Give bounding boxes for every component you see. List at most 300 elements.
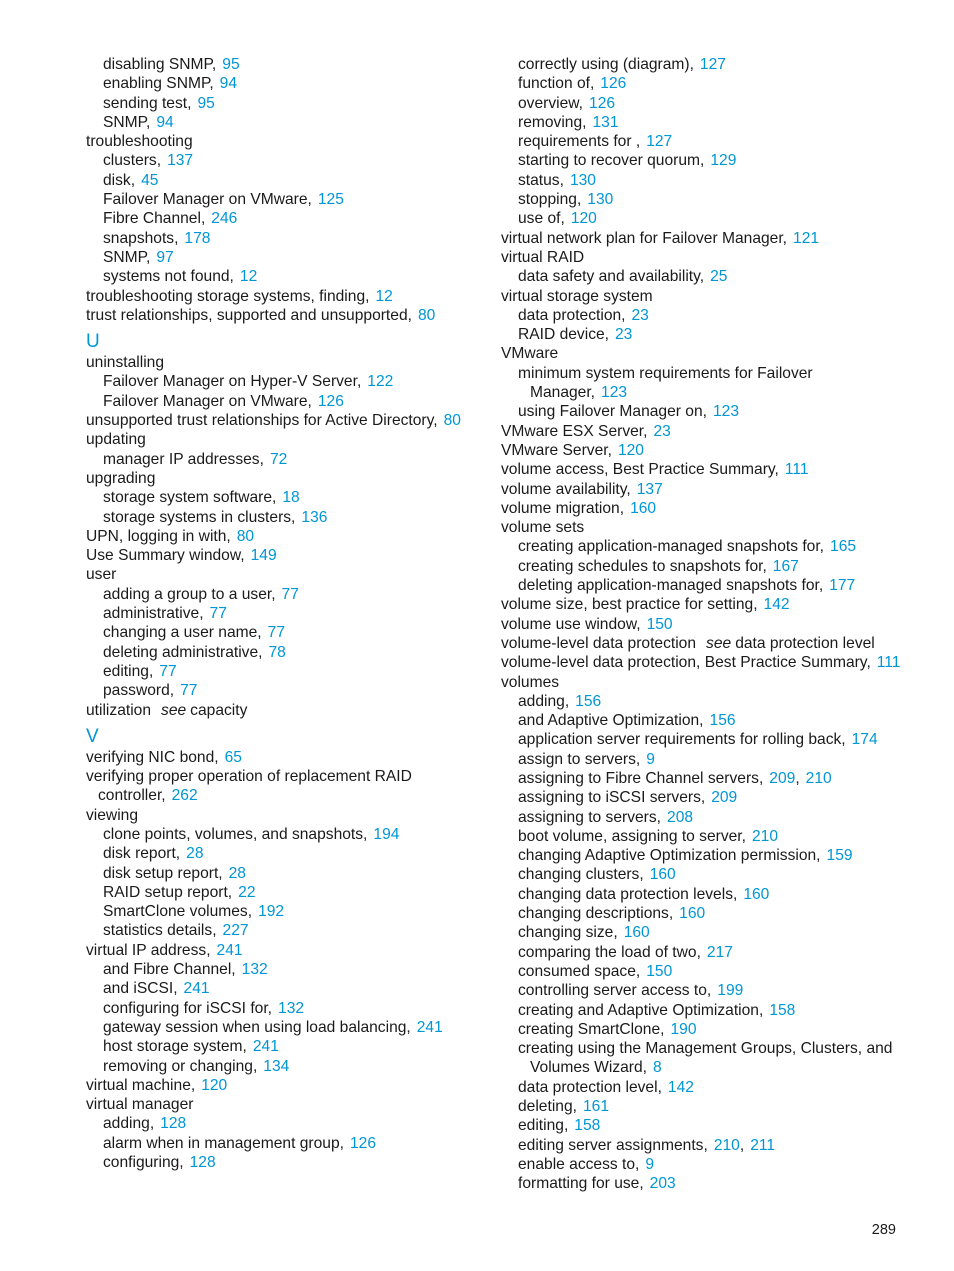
page-link[interactable]: 241 bbox=[216, 941, 243, 959]
entry-text: correctly using (diagram), bbox=[518, 56, 694, 73]
entry-text: Failover Manager on Hyper-V Server, bbox=[103, 373, 362, 391]
page-link[interactable]: 199 bbox=[717, 982, 744, 1000]
index-letter-heading: U bbox=[86, 331, 100, 353]
entry-text: statistics details, bbox=[103, 922, 217, 940]
index-subentry bbox=[86, 248, 481, 267]
entry-text: adding a group to a user, bbox=[103, 585, 276, 603]
index-entry bbox=[501, 229, 901, 248]
page-link[interactable]: 95 bbox=[197, 94, 215, 112]
index-subentry bbox=[501, 1039, 901, 1078]
page-link[interactable]: 167 bbox=[772, 557, 799, 575]
page-link[interactable]: 23 bbox=[631, 306, 649, 324]
page-link[interactable]: 120 bbox=[617, 441, 644, 459]
page-link[interactable]: 142 bbox=[667, 1078, 694, 1096]
page-link[interactable]: 134 bbox=[263, 1057, 290, 1075]
index-subentry bbox=[86, 372, 481, 391]
page-link[interactable]: 211 bbox=[750, 1136, 776, 1154]
entry-text: creating using the Management Groups, Clusters, and Volumes Wizard, bbox=[518, 1040, 893, 1077]
index-subentry bbox=[501, 885, 901, 904]
index-subentry bbox=[86, 450, 481, 469]
page-link[interactable]: 132 bbox=[278, 999, 305, 1017]
page-link[interactable]: 160 bbox=[743, 885, 770, 903]
see-target-text: capacity bbox=[190, 701, 248, 719]
entry-text: troubleshooting storage systems, finding, bbox=[86, 287, 370, 305]
entry-text: password, bbox=[103, 682, 175, 700]
index-column-right bbox=[501, 55, 901, 1194]
entry-text: Failover Manager on VMware, bbox=[103, 392, 312, 410]
entry-text: data protection, bbox=[518, 306, 626, 324]
index-subentry bbox=[86, 229, 481, 248]
entry-text: assigning to servers, bbox=[518, 808, 662, 826]
index-subentry bbox=[86, 392, 481, 411]
entry-text: changing Adaptive Optimization permission, bbox=[518, 847, 821, 865]
entry-text: troubleshooting bbox=[86, 133, 193, 151]
page-link[interactable]: 131 bbox=[592, 113, 619, 131]
entry-text: creating application-managed snapshots for, bbox=[518, 538, 825, 556]
index-entry bbox=[86, 1095, 481, 1114]
index-subentry bbox=[501, 808, 901, 827]
entry-text: changing a user name, bbox=[103, 624, 262, 642]
page-link[interactable]: 127 bbox=[699, 56, 726, 73]
page-link[interactable]: 45 bbox=[141, 171, 159, 189]
index-letter-heading: V bbox=[86, 725, 99, 747]
page-link[interactable]: 177 bbox=[829, 577, 856, 595]
index-subentry bbox=[501, 923, 901, 942]
entry-text: clone points, volumes, and snapshots, bbox=[103, 825, 368, 843]
index-entry bbox=[86, 306, 481, 325]
index-subentry bbox=[501, 306, 901, 325]
page-link[interactable]: 95 bbox=[222, 56, 240, 73]
index-entry bbox=[86, 767, 481, 806]
page-link[interactable]: 125 bbox=[317, 191, 344, 209]
page-link[interactable]: 165 bbox=[830, 538, 857, 556]
page-link[interactable]: 158 bbox=[574, 1117, 601, 1135]
index-entry bbox=[86, 527, 481, 546]
page-link[interactable]: 156 bbox=[575, 692, 602, 710]
entry-text: editing, bbox=[518, 1117, 569, 1135]
index-entry bbox=[86, 353, 481, 372]
index-entry bbox=[86, 287, 481, 306]
index-subentry bbox=[86, 623, 481, 642]
page-link[interactable]: 126 bbox=[349, 1134, 377, 1152]
index-subentry bbox=[501, 151, 901, 170]
index-subentry bbox=[501, 1097, 901, 1116]
entry-text: status, bbox=[518, 171, 564, 189]
page-link[interactable]: 209 bbox=[711, 789, 738, 807]
entry-text: assigning to iSCSI servers, bbox=[518, 789, 706, 807]
page-link[interactable]: 28 bbox=[186, 845, 204, 863]
page-link[interactable]: 137 bbox=[636, 480, 663, 498]
index-entry bbox=[86, 132, 481, 151]
index-subentry bbox=[501, 769, 901, 788]
entry-text: volume-level data protection, Best Practice Summary, bbox=[501, 654, 871, 672]
entry-text: verifying proper operation of replacement RAID controller, bbox=[86, 768, 412, 805]
index-subentry bbox=[501, 788, 901, 807]
index-subentry bbox=[86, 1018, 481, 1037]
index-subentry bbox=[86, 1134, 481, 1153]
entry-text: virtual RAID bbox=[501, 248, 585, 266]
entry-text: controlling server access to, bbox=[518, 982, 712, 1000]
page-link[interactable]: 178 bbox=[184, 229, 211, 247]
page-link[interactable]: 121 bbox=[793, 229, 820, 247]
index-entry bbox=[501, 518, 901, 537]
index-subentry bbox=[501, 981, 901, 1000]
entry-text: minimum system requirements for Failover Manager, bbox=[518, 364, 813, 402]
entry-text: volume use window, bbox=[501, 615, 641, 633]
entry-text: application server requirements for rolling back, bbox=[518, 731, 846, 749]
entry-text: virtual manager bbox=[86, 1096, 194, 1114]
page-link[interactable]: 208 bbox=[667, 808, 694, 826]
page-link[interactable]: 203 bbox=[649, 1175, 676, 1193]
entry-text: configuring, bbox=[103, 1154, 184, 1172]
page-link[interactable]: 129 bbox=[710, 152, 737, 170]
index-entry bbox=[86, 411, 481, 430]
entry-text: adding, bbox=[103, 1115, 155, 1133]
page-link[interactable]: 130 bbox=[587, 191, 614, 209]
page-link[interactable]: 120 bbox=[201, 1076, 228, 1094]
entry-text: creating schedules to snapshots for, bbox=[518, 557, 767, 575]
index-subentry bbox=[86, 151, 481, 170]
page-link[interactable]: 158 bbox=[769, 1001, 796, 1019]
entry-text: configuring for iSCSI for, bbox=[103, 999, 273, 1017]
page-link[interactable]: 12 bbox=[375, 287, 393, 305]
entry-text: requirements for , bbox=[518, 133, 641, 151]
index-subentry bbox=[501, 711, 901, 730]
page-link[interactable]: 111 bbox=[784, 461, 809, 479]
index-subentry bbox=[501, 865, 901, 884]
page-link[interactable]: 97 bbox=[156, 248, 174, 266]
entry-text: host storage system, bbox=[103, 1038, 247, 1056]
entry-text: formatting for use, bbox=[518, 1175, 644, 1193]
page-link[interactable]: 150 bbox=[646, 615, 673, 633]
entry-text: viewing bbox=[86, 806, 139, 824]
entry-text: deleting, bbox=[518, 1098, 577, 1116]
index-subentry bbox=[86, 979, 481, 998]
entry-text: systems not found, bbox=[103, 268, 234, 286]
entry-text: creating SmartClone, bbox=[518, 1020, 665, 1038]
index-subentry bbox=[501, 1020, 901, 1039]
index-entry bbox=[501, 634, 901, 653]
index-entry bbox=[86, 430, 481, 449]
page-link[interactable]: 77 bbox=[209, 605, 227, 623]
index-subentry bbox=[86, 209, 481, 228]
page-link[interactable]: 227 bbox=[222, 922, 249, 940]
entry-text: sending test, bbox=[103, 94, 192, 112]
index-subentry bbox=[86, 662, 481, 681]
page-link[interactable]: 194 bbox=[373, 825, 400, 843]
page-link[interactable]: 160 bbox=[630, 499, 657, 517]
entry-text: overview, bbox=[518, 94, 584, 112]
page-link[interactable]: 159 bbox=[826, 847, 853, 865]
index-subentry bbox=[86, 921, 481, 940]
page-link[interactable]: 77 bbox=[281, 585, 299, 603]
index-entry bbox=[86, 1076, 481, 1095]
index-subentry bbox=[86, 74, 481, 93]
entry-text: VMware ESX Server, bbox=[501, 422, 648, 440]
page-link[interactable]: 160 bbox=[679, 905, 706, 923]
page-link[interactable]: 123 bbox=[601, 384, 628, 402]
entry-text: data protection level, bbox=[518, 1078, 662, 1096]
page-link[interactable]: 136 bbox=[301, 508, 328, 526]
page-link[interactable]: 246 bbox=[211, 210, 238, 228]
page-link[interactable]: 210 bbox=[751, 827, 778, 845]
page-link[interactable]: 161 bbox=[582, 1098, 609, 1116]
page-link[interactable]: 241 bbox=[183, 980, 210, 998]
index-subentry bbox=[86, 488, 481, 507]
index-subentry bbox=[86, 643, 481, 662]
page-link[interactable]: 122 bbox=[367, 373, 394, 391]
entry-text: and Adaptive Optimization, bbox=[518, 712, 704, 730]
index-subentry bbox=[501, 74, 901, 93]
page-link[interactable]: 9 bbox=[645, 1155, 655, 1173]
index-subentry bbox=[501, 132, 901, 151]
index-column-left bbox=[86, 55, 481, 1172]
entry-text: removing or changing, bbox=[103, 1057, 258, 1075]
page-link[interactable]: 94 bbox=[156, 113, 174, 131]
page-link[interactable]: 130 bbox=[569, 171, 596, 189]
page-link[interactable]: 23 bbox=[653, 422, 671, 440]
entry-text: using Failover Manager on, bbox=[518, 403, 707, 421]
entry-text: utilization bbox=[86, 701, 152, 719]
page-link[interactable]: 174 bbox=[851, 731, 878, 749]
entry-text: removing, bbox=[518, 113, 587, 131]
entry-text: virtual network plan for Failover Manager, bbox=[501, 229, 788, 247]
index-entry bbox=[501, 673, 901, 692]
page-link[interactable]: 22 bbox=[238, 883, 256, 901]
page-link[interactable]: 77 bbox=[180, 682, 198, 700]
page-number: 289 bbox=[871, 1222, 896, 1238]
entry-text: volume-level data protection bbox=[501, 634, 697, 652]
entry-text: adding, bbox=[518, 692, 570, 710]
index-entry bbox=[501, 248, 901, 267]
page-link[interactable]: 209 bbox=[769, 769, 796, 787]
index-subentry bbox=[501, 692, 901, 711]
index-subentry bbox=[501, 1155, 901, 1174]
index-subentry bbox=[86, 960, 481, 979]
see-reference: see bbox=[706, 634, 732, 652]
page-link[interactable]: 128 bbox=[189, 1154, 216, 1172]
entry-text: comparing the load of two, bbox=[518, 943, 701, 961]
index-subentry bbox=[86, 1037, 481, 1056]
index-subentry bbox=[501, 1136, 901, 1155]
index-subentry bbox=[86, 55, 481, 74]
page-link[interactable]: 137 bbox=[167, 152, 194, 170]
page-link[interactable]: 149 bbox=[250, 547, 277, 565]
page-link[interactable]: 217 bbox=[706, 943, 733, 961]
entry-text: disk report, bbox=[103, 845, 181, 863]
page-link[interactable]: 160 bbox=[623, 924, 650, 942]
index-entry bbox=[86, 565, 481, 584]
entry-text: Fibre Channel, bbox=[103, 210, 206, 228]
page-link[interactable]: 77 bbox=[267, 624, 285, 642]
index-subentry bbox=[86, 1114, 481, 1133]
page-link[interactable]: 80 bbox=[236, 527, 255, 545]
page-link[interactable]: 78 bbox=[268, 643, 286, 661]
index-subentry bbox=[86, 94, 481, 113]
page-link[interactable]: 120 bbox=[570, 210, 597, 228]
entry-text: VMware Server, bbox=[501, 441, 612, 459]
entry-text: RAID setup report, bbox=[103, 883, 233, 901]
index-entry bbox=[86, 941, 481, 960]
index-entry bbox=[501, 441, 901, 460]
entry-text: updating bbox=[86, 431, 146, 449]
page-link[interactable]: 241 bbox=[416, 1018, 443, 1036]
entry-text: upgrading bbox=[86, 469, 156, 487]
entry-text: disabling SNMP, bbox=[103, 56, 217, 73]
page-link[interactable]: 142 bbox=[763, 596, 790, 614]
entry-text: clusters, bbox=[103, 152, 162, 170]
entry-text: changing descriptions, bbox=[518, 905, 674, 923]
entry-text: virtual machine, bbox=[86, 1076, 196, 1094]
page-link[interactable]: 126 bbox=[600, 75, 627, 93]
page-link[interactable]: 80 bbox=[417, 306, 436, 324]
entry-text: assigning to Fibre Channel servers, bbox=[518, 769, 764, 787]
entry-text: VMware bbox=[501, 345, 559, 363]
page-link[interactable]: 190 bbox=[670, 1020, 697, 1038]
entry-text: assign to servers, bbox=[518, 750, 641, 768]
index-subentry bbox=[86, 883, 481, 902]
page-link[interactable]: 18 bbox=[282, 489, 300, 507]
entry-text: virtual storage system bbox=[501, 287, 653, 305]
entry-text: editing, bbox=[103, 662, 154, 680]
entry-text: virtual IP address, bbox=[86, 941, 211, 959]
entry-text: trust relationships, supported and unsupported, bbox=[86, 306, 412, 324]
entry-text: starting to recover quorum, bbox=[518, 152, 705, 170]
index-entry bbox=[501, 422, 901, 441]
entry-text: function of, bbox=[518, 75, 595, 93]
page-link[interactable]: 192 bbox=[258, 903, 285, 921]
index-subentry bbox=[501, 209, 901, 228]
index-subentry bbox=[501, 113, 901, 132]
page-link[interactable]: 25 bbox=[710, 268, 728, 286]
page-link[interactable]: 12 bbox=[239, 268, 258, 286]
page-link[interactable]: 28 bbox=[228, 864, 246, 882]
page-link[interactable]: 77 bbox=[159, 662, 177, 680]
entry-text: user bbox=[86, 566, 117, 584]
entry-text: changing clusters, bbox=[518, 866, 644, 884]
index-subentry bbox=[86, 902, 481, 921]
see-target-text: data protection level bbox=[735, 634, 875, 652]
index-subentry bbox=[501, 557, 901, 576]
entry-text: gateway session when using load balancing, bbox=[103, 1018, 411, 1036]
entry-text: manager IP addresses, bbox=[103, 450, 264, 468]
page-link[interactable]: 241 bbox=[252, 1038, 279, 1056]
entry-text: UPN, logging in with, bbox=[86, 527, 231, 545]
index-subentry bbox=[501, 962, 901, 981]
page-link[interactable]: 23 bbox=[615, 326, 633, 344]
page-link[interactable]: 111 bbox=[876, 654, 901, 672]
index-entry bbox=[501, 344, 901, 363]
index-subentry bbox=[86, 844, 481, 863]
page-separator: , bbox=[795, 769, 800, 787]
entry-text: deleting administrative, bbox=[103, 643, 263, 661]
page-link[interactable]: 128 bbox=[160, 1115, 187, 1133]
index-subentry bbox=[86, 171, 481, 190]
index-subentry bbox=[86, 113, 481, 132]
entry-text: snapshots, bbox=[103, 229, 179, 247]
index-entry bbox=[501, 287, 901, 306]
index-entry bbox=[86, 748, 481, 767]
page-link[interactable]: 210 bbox=[805, 769, 832, 787]
index-subentry bbox=[501, 537, 901, 556]
entry-text: disk setup report, bbox=[103, 864, 223, 882]
index-subentry bbox=[501, 1001, 901, 1020]
page-separator: , bbox=[739, 1136, 745, 1154]
entry-text: and iSCSI, bbox=[103, 980, 178, 998]
index-entry bbox=[501, 499, 901, 518]
page-link[interactable]: 72 bbox=[269, 450, 288, 468]
entry-text: volume sets bbox=[501, 519, 585, 537]
page-link[interactable]: 210 bbox=[713, 1136, 740, 1154]
index-subentry bbox=[86, 508, 481, 527]
entry-text: volumes bbox=[501, 673, 560, 691]
index-subentry bbox=[86, 267, 481, 286]
page-link[interactable]: 80 bbox=[443, 412, 461, 430]
entry-text: enable access to, bbox=[518, 1155, 640, 1173]
entry-text: administrative, bbox=[103, 605, 204, 623]
entry-text: volume migration, bbox=[501, 499, 625, 517]
entry-text: consumed space, bbox=[518, 962, 641, 980]
index-subentry bbox=[501, 1174, 901, 1193]
index-subentry bbox=[86, 999, 481, 1018]
page-link[interactable]: 156 bbox=[709, 712, 736, 730]
page-link[interactable]: 9 bbox=[646, 750, 655, 768]
index-subentry bbox=[501, 171, 901, 190]
entry-text: disk, bbox=[103, 171, 136, 189]
entry-text: storage systems in clusters, bbox=[103, 508, 296, 526]
page-link[interactable]: 126 bbox=[589, 94, 616, 112]
index-subentry bbox=[86, 1153, 481, 1172]
page-link[interactable]: 262 bbox=[171, 787, 198, 805]
entry-text: stopping, bbox=[518, 191, 582, 209]
index-subentry bbox=[501, 364, 901, 403]
entry-text: deleting application-managed snapshots for, bbox=[518, 577, 824, 595]
page-link[interactable]: 123 bbox=[712, 403, 739, 421]
page-link[interactable]: 132 bbox=[241, 961, 268, 979]
index-entry bbox=[501, 460, 901, 479]
index-subentry bbox=[86, 604, 481, 623]
entry-text: SNMP, bbox=[103, 113, 151, 131]
entry-text: SmartClone volumes, bbox=[103, 903, 253, 921]
entry-text: changing data protection levels, bbox=[518, 885, 738, 903]
page-link[interactable]: 126 bbox=[317, 392, 344, 410]
entry-text: data safety and availability, bbox=[518, 268, 705, 286]
entry-text: enabling SNMP, bbox=[103, 75, 214, 93]
page-link[interactable]: 8 bbox=[653, 1059, 662, 1077]
entry-text: use of, bbox=[518, 210, 565, 228]
index-entry bbox=[86, 806, 481, 825]
index-entry bbox=[501, 480, 901, 499]
index-subentry bbox=[501, 1116, 901, 1135]
entry-text: verifying NIC bond, bbox=[86, 748, 219, 766]
index-entry bbox=[86, 469, 481, 488]
entry-text: changing size, bbox=[518, 924, 618, 942]
page-link[interactable]: 127 bbox=[646, 133, 673, 151]
page-link[interactable]: 150 bbox=[646, 962, 673, 980]
entry-text: Use Summary window, bbox=[86, 547, 245, 565]
entry-text: boot volume, assigning to server, bbox=[518, 827, 746, 845]
index-subentry bbox=[501, 190, 901, 209]
index-subentry bbox=[501, 750, 901, 769]
entry-text: Failover Manager on VMware, bbox=[103, 191, 312, 209]
index-subentry bbox=[501, 55, 901, 74]
index-subentry bbox=[501, 827, 901, 846]
page-link[interactable]: 65 bbox=[224, 748, 242, 766]
page-link[interactable]: 94 bbox=[219, 75, 238, 93]
page-link[interactable]: 160 bbox=[649, 866, 676, 884]
entry-text: RAID device, bbox=[518, 326, 609, 344]
index-subentry bbox=[86, 681, 481, 700]
